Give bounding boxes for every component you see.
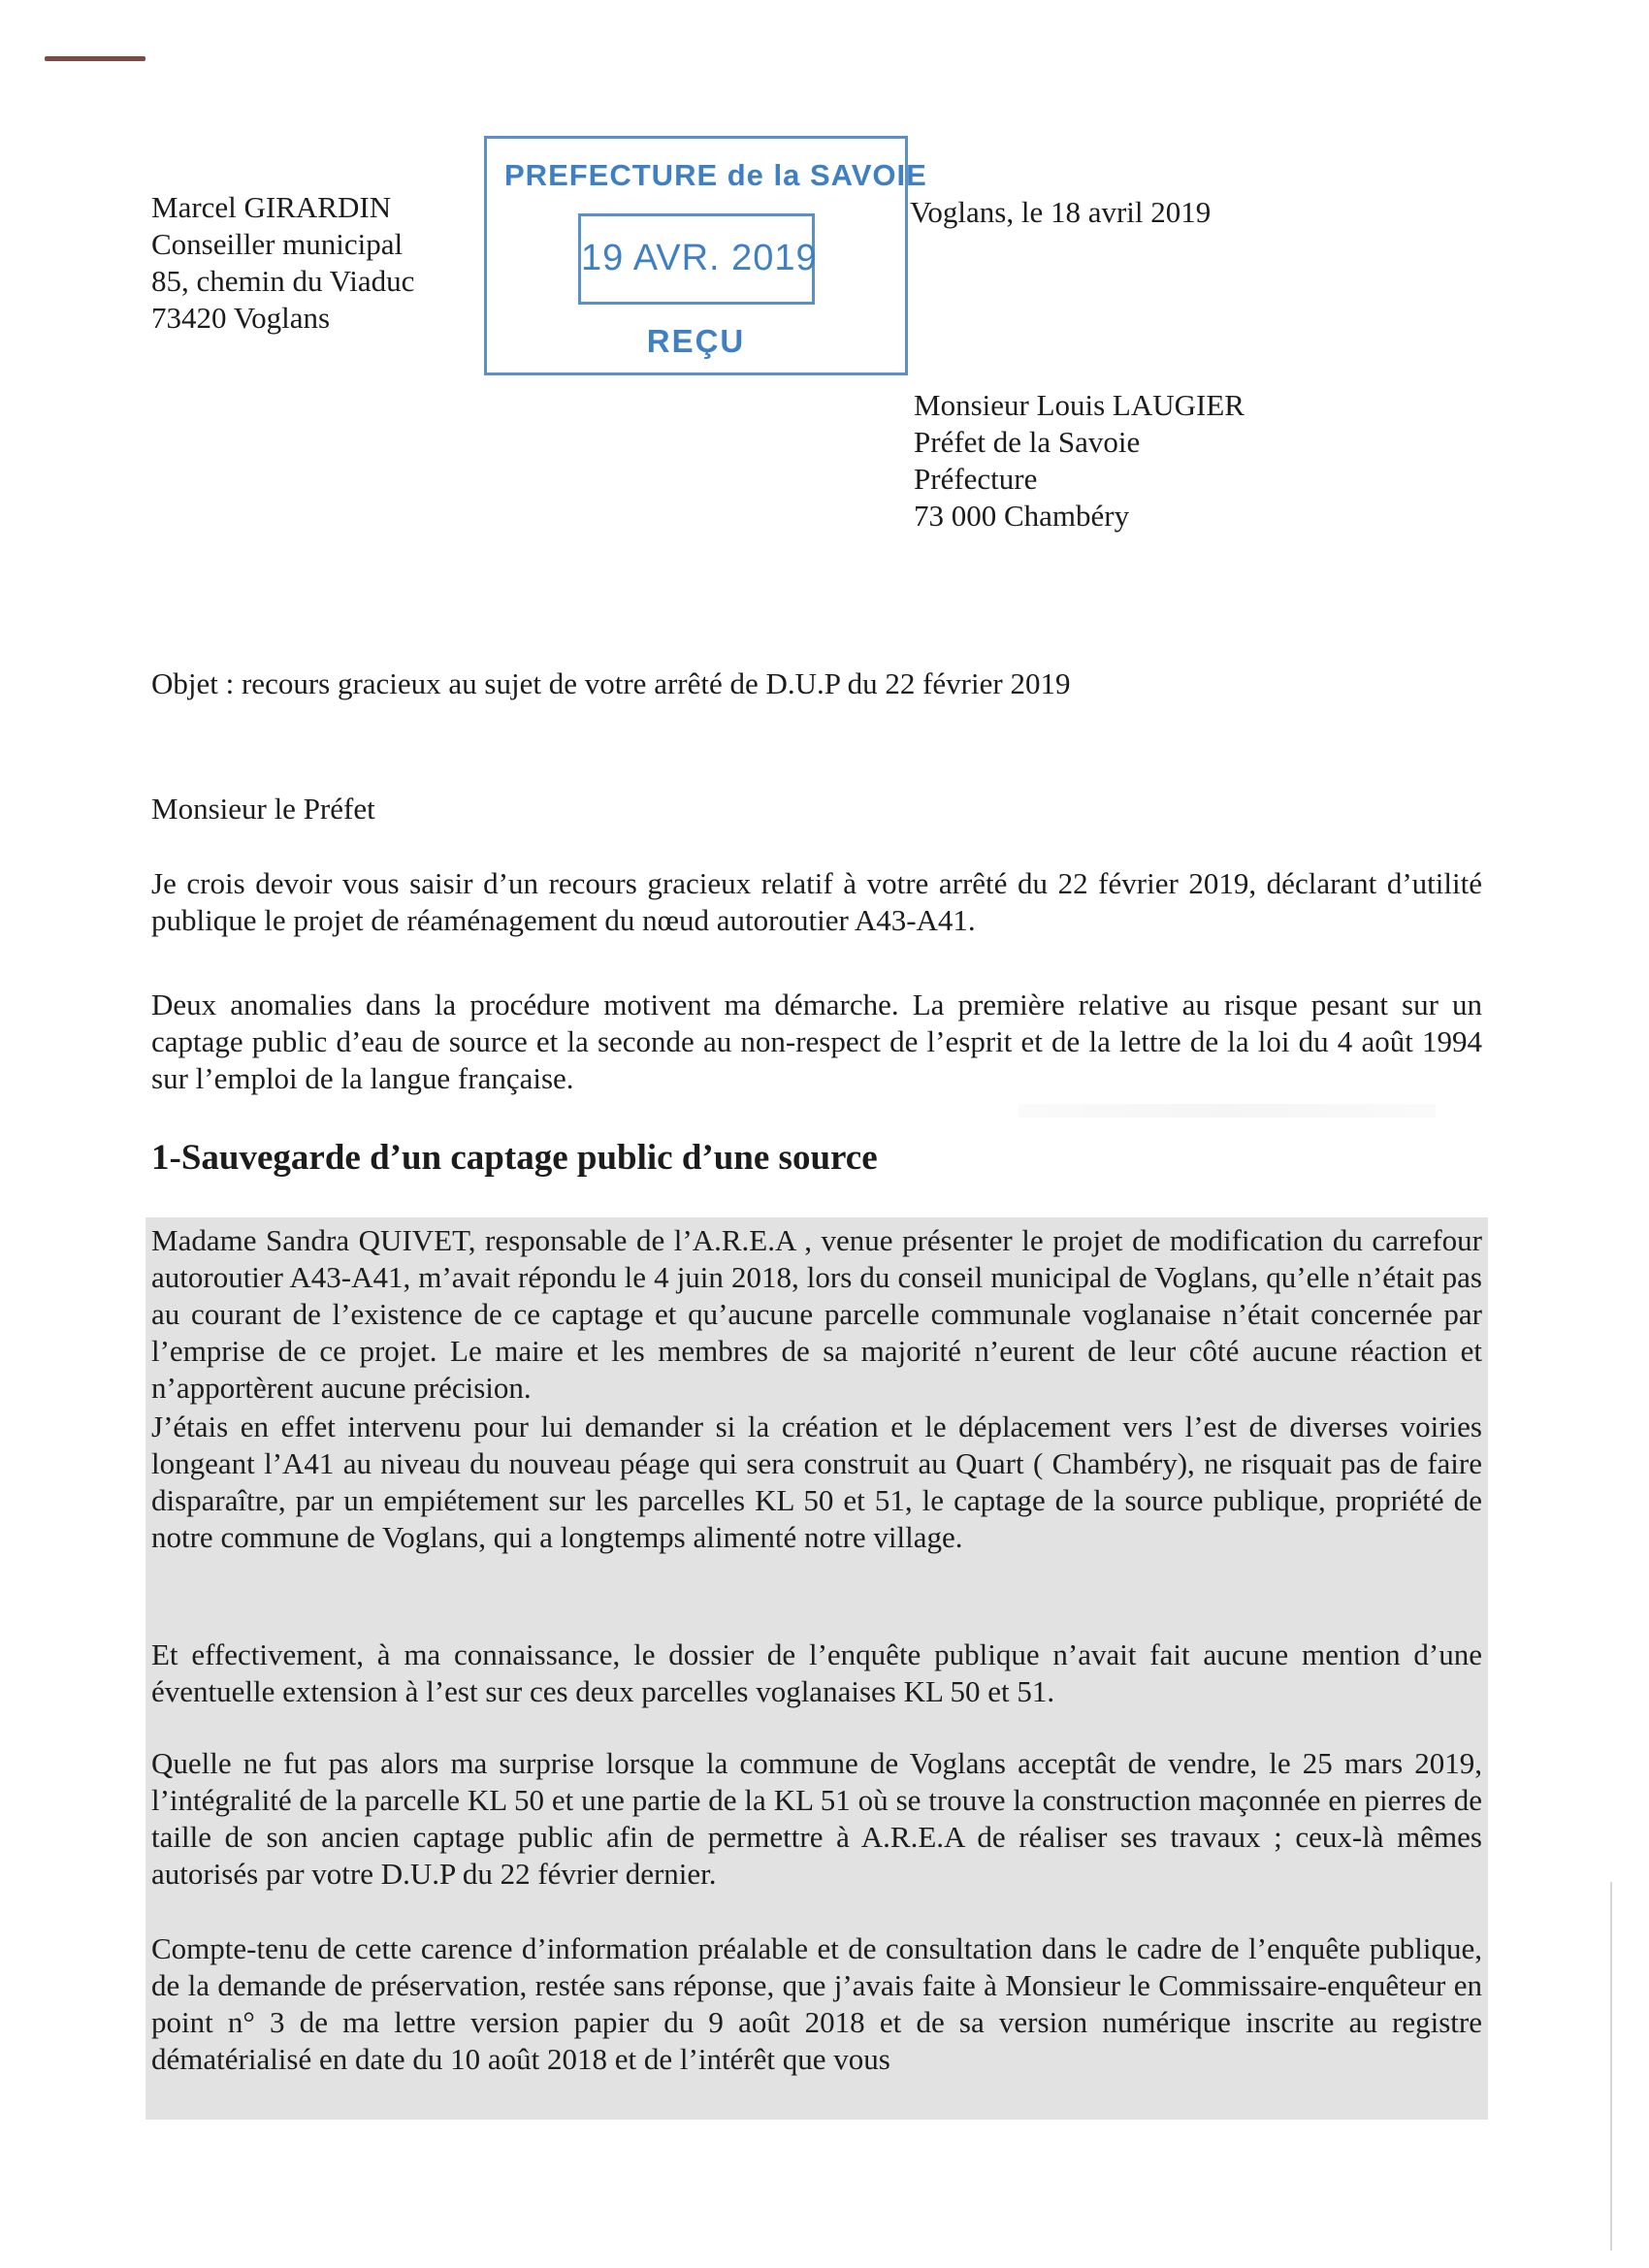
stamp-date-box [578, 213, 818, 305]
stamp-title: PREFECTURE de la SAVOIE [504, 158, 927, 192]
section-paragraph: Madame Sandra QUIVET, responsable de l’A.R.E.A , venue présenter le projet de modification du carrefour autoroutier A43-A41, m’avait répondu le 4 juin 2018, lors du conseil municipal de Voglans, qu’elle n’était pas au courant de l’existence de ce captage et qu’aucune parcelle communale voglanaise n’était concernée par l’emprise de ce projet. Le maire et les membres de sa majorité n’eurent de leur côté aucune réaction et n’apportèrent aucune précision. [151, 1223, 1482, 1405]
section-heading: 1-Sauvegarde d’un captage public d’une source [151, 1138, 878, 1178]
intro-paragraph: Je crois devoir vous saisir d’un recours gracieux relatif à votre arrêté du 22 février 2019, déclarant d’utilité publique le projet de réaménagement du nœud autoroutier A43-A41. [151, 866, 1482, 937]
received-stamp [484, 136, 927, 375]
bleed-through-text [1018, 1104, 1436, 1118]
subject-line: Objet : recours gracieux au sujet de votre arrêté de D.U.P du 22 février 2019 [151, 666, 1071, 700]
intro-paragraph: Deux anomalies dans la procédure motivent ma démarche. La première relative au risque pesant sur un captage public d’eau de source et la seconde au non-respect de l’esprit et de la lettre de la loi du 4 août 1994 sur l’emploi de la langue française. [151, 988, 1482, 1095]
sender-block [151, 189, 414, 337]
salutation: Monsieur le Préfet [151, 792, 375, 826]
recipient-office: Préfecture [914, 462, 1038, 496]
sender-role: Conseiller municipal [151, 227, 404, 261]
recipient-title: Préfet de la Savoie [914, 425, 1141, 459]
dateline: Voglans, le 18 avril 2019 [910, 195, 1212, 229]
recipient-block [914, 387, 1245, 535]
sender-city: 73420 Voglans [151, 301, 331, 335]
corner-pen-mark [45, 56, 146, 61]
sender-address: 85, chemin du Viaduc [151, 264, 415, 298]
stamp-date: 19 AVR. 2019 [581, 238, 818, 278]
recipient-name: Monsieur Louis LAUGIER [914, 388, 1245, 422]
section-paragraph: Compte-tenu de cette carence d’information préalable et de consultation dans le cadre de l’enquête publique, de la demande de préservation, restée sans réponse, que j’avais faite à Monsieur le Commissaire-enquêteur en point n° 3 de ma lettre version papier du 9 août 2018 et de sa version numérique inscrite au registre dématérialisé en date du 10 août 2018 et de l’intérêt que vous [151, 1931, 1482, 2076]
sender-name: Marcel GIRARDIN [151, 190, 392, 224]
section-paragraph: Quelle ne fut pas alors ma surprise lorsque la commune de Voglans acceptât de vendre, le 25 mars 2019, l’intégralité de la parcelle KL 50 et une partie de la KL 51 où se trouve la construction maçonnée en pierres de taille de son ancien captage public afin de permettre à A.R.E.A de réaliser ses travaux ; ceux-là mêmes autorisés par votre D.U.P du 22 février dernier. [151, 1746, 1482, 1891]
section-paragraph: J’étais en effet intervenu pour lui demander si la création et le déplacement vers l’est de diverses voiries longeant l’A41 au niveau du nouveau péage qui sera construit au Quart ( Chambéry), ne risquait pas de faire disparaître, par un empiétement sur les parcelles KL 50 et 51, le captage de la source publique, propriété de notre commune de Voglans, qui a longtemps alimenté notre village. [151, 1409, 1482, 1554]
stamp-status: REÇU [646, 323, 746, 359]
scan-edge-line [1610, 1882, 1612, 2251]
section-paragraph: Et effectivement, à ma connaissance, le dossier de l’enquête publique n’avait fait aucune mention d’une éventuelle extension à l’est sur ces deux parcelles voglanaises KL 50 et 51. [151, 1637, 1482, 1708]
recipient-city: 73 000 Chambéry [914, 499, 1130, 533]
